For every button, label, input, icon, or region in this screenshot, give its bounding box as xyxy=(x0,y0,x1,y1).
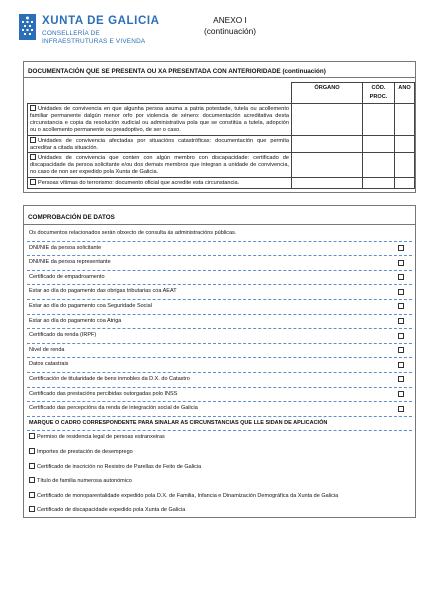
verification-item xyxy=(27,373,412,388)
verification-checkbox[interactable] xyxy=(398,303,404,309)
column-year: ANO xyxy=(395,83,415,104)
verification-checkbox[interactable] xyxy=(398,274,404,280)
verification-label: Estar ao día do pagamento coa Atriga xyxy=(29,317,122,324)
circumstance-item xyxy=(27,461,412,476)
page-header xyxy=(0,0,439,58)
documentation-title: DOCUMENTACIÓN QUE SE PRESENTA OU XA PRESENTADA CON ANTERIORIDADE (continuación) xyxy=(28,68,326,75)
circumstance-item xyxy=(27,446,412,461)
proc-code-cell[interactable] xyxy=(363,135,395,153)
verification-item xyxy=(27,300,412,315)
circumstance-checkbox[interactable] xyxy=(29,433,35,439)
year-cell[interactable] xyxy=(395,135,415,153)
document-label: Persoas vítimas do terrorismo: documento oficial que acredite esta circunstancia. xyxy=(38,180,240,187)
circumstance-item xyxy=(27,504,412,519)
annex-subtitle: (continuación) xyxy=(203,25,257,36)
verification-item xyxy=(27,242,412,257)
year-cell[interactable] xyxy=(395,178,415,189)
verification-checkbox[interactable] xyxy=(398,362,404,368)
department-line-2: INFRAESTRUTURAS E VIVENDA xyxy=(42,38,146,45)
organ-cell[interactable] xyxy=(292,178,363,189)
circumstance-item xyxy=(27,431,412,446)
circumstance-checkbox[interactable] xyxy=(29,477,35,483)
document-label: Unidades de convivencia que conten con algún membro con discapacidade: certificado de discapacidade da persoa solicitante e/ou dos demais membros que integran a unidade de convivencia, no caso de non ser expedido pola Xunta de Galicia. xyxy=(30,155,289,176)
column-organ: ÓRGANO xyxy=(292,83,363,104)
verification-checkbox[interactable] xyxy=(398,333,404,339)
verification-item xyxy=(27,285,412,300)
circumstance-label: Certificado de discapacidade expedido pola Xunta de Galicia xyxy=(37,507,186,514)
verification-item xyxy=(27,402,412,417)
circumstance-label: Certificado de inscrición no Rexistro de Parellas de Feito de Galicia xyxy=(37,463,202,470)
document-label: Unidades de convivencia afectadas por situacións catastróficas: documentación que permita acreditar a citada situación. xyxy=(30,137,289,151)
verification-checkbox[interactable] xyxy=(398,245,404,251)
annex-heading xyxy=(180,15,280,36)
verification-label: DNI/NIE da persoa representante xyxy=(29,259,111,266)
verification-checkbox[interactable] xyxy=(398,406,404,412)
verification-intro: Os documentos relacionados serán obxecto de consulta ás administracións públicas. xyxy=(27,227,412,242)
verification-label: Estar ao día do pagamento das obrigas tributarias coa AEAT xyxy=(29,288,177,295)
documentation-row xyxy=(28,135,415,153)
documentation-row xyxy=(28,178,415,189)
year-cell[interactable] xyxy=(395,104,415,136)
proc-code-cell[interactable] xyxy=(363,104,395,136)
verification-item xyxy=(27,329,412,344)
circumstance-label: Importes de prestación de desemprego xyxy=(37,448,133,455)
circumstance-label: Permiso de residencia legal de persoas estranxeiras xyxy=(37,434,165,441)
document-checkbox[interactable] xyxy=(30,105,36,111)
verification-item xyxy=(27,315,412,330)
verification-checkbox[interactable] xyxy=(398,260,404,266)
verification-checkbox[interactable] xyxy=(398,391,404,397)
organ-cell[interactable] xyxy=(292,153,363,178)
document-label: Unidades de convivencia en que algunha persoa asuma a patria potestade, tutela ou acollemento familiar permanente dalgún menor orfo por violencia de xénero: documentación acreditativa desta circunstancia e copia da resolución xudicial ou administrativa pola que se constitúa a tutela, adopción ou o acollemento permanente ou preadoptivo, de ser o caso. xyxy=(30,106,289,133)
circumstance-label: Título de familia numerosa autonómico xyxy=(37,478,132,485)
verification-rows xyxy=(27,227,412,519)
verification-checkbox[interactable] xyxy=(398,318,404,324)
verification-label: Certificado das percepcións da renda de integración social de Galicia xyxy=(29,405,198,412)
verification-label: Datos catastrais xyxy=(29,361,69,368)
verification-item xyxy=(27,256,412,271)
verification-checkbox[interactable] xyxy=(398,289,404,295)
circumstance-checkbox[interactable] xyxy=(29,448,35,454)
section-divider xyxy=(24,77,415,78)
department-name xyxy=(42,30,145,46)
column-proc-code: CÓD. PROC. xyxy=(363,83,395,104)
organ-cell[interactable] xyxy=(292,104,363,136)
verification-label: Certificado das prestacións percibidas outorgadas polo INSS xyxy=(29,390,178,397)
circumstance-item xyxy=(27,475,412,490)
year-cell[interactable] xyxy=(395,153,415,178)
documentation-row xyxy=(28,104,415,136)
document-checkbox[interactable] xyxy=(30,154,36,160)
circumstance-checkbox[interactable] xyxy=(29,463,35,469)
xunta-logo-icon xyxy=(19,14,36,40)
verification-item xyxy=(27,358,412,373)
verification-title: COMPROBACIÓN DE DATOS xyxy=(28,214,115,221)
verification-checkbox[interactable] xyxy=(398,376,404,382)
verification-item xyxy=(27,344,412,359)
documentation-table xyxy=(27,82,415,189)
proc-code-cell[interactable] xyxy=(363,153,395,178)
verification-label: Certificado da renda (IRPF) xyxy=(29,332,97,339)
documentation-section xyxy=(23,61,416,193)
circumstance-item xyxy=(27,490,412,505)
document-checkbox[interactable] xyxy=(30,179,36,185)
verification-item xyxy=(27,388,412,403)
proc-code-cell[interactable] xyxy=(363,178,395,189)
circumstance-checkbox[interactable] xyxy=(29,506,35,512)
verification-label: Nivel de renda xyxy=(29,346,65,353)
verification-section xyxy=(23,205,416,518)
document-checkbox[interactable] xyxy=(30,137,36,143)
verification-label: Certificado de empadroamento xyxy=(29,273,105,280)
verification-label: DNI/NIE da persoa solicitante xyxy=(29,244,102,251)
documentation-row xyxy=(28,153,415,178)
annex-title: ANEXO I xyxy=(213,15,247,25)
circumstance-label: Certificado de monoparentalidade expedido pola D.X. de Familia, Infancia e Dinamización Demográfica da Xunta de Galicia xyxy=(37,492,339,499)
verification-item xyxy=(27,271,412,286)
department-line-1: CONSELLERÍA DE xyxy=(42,30,100,37)
verification-label: Estar ao día do pagamento coa Seguridade Social xyxy=(29,302,152,309)
organ-cell[interactable] xyxy=(292,135,363,153)
section-divider xyxy=(24,224,415,225)
verification-label: Certificación de titularidade de bens inmobles da D.X. do Catastro xyxy=(29,375,190,382)
org-name: XUNTA DE GALICIA xyxy=(42,15,160,27)
documentation-header-row xyxy=(28,83,415,104)
circumstance-checkbox[interactable] xyxy=(29,492,35,498)
circumstances-title: MARQUE O CADRO CORRESPONDENTE PARA SINALAR AS CIRCUNSTANCIAS QUE LLE SIDAN DE APLICACIÓN xyxy=(27,417,412,432)
verification-checkbox[interactable] xyxy=(398,347,404,353)
